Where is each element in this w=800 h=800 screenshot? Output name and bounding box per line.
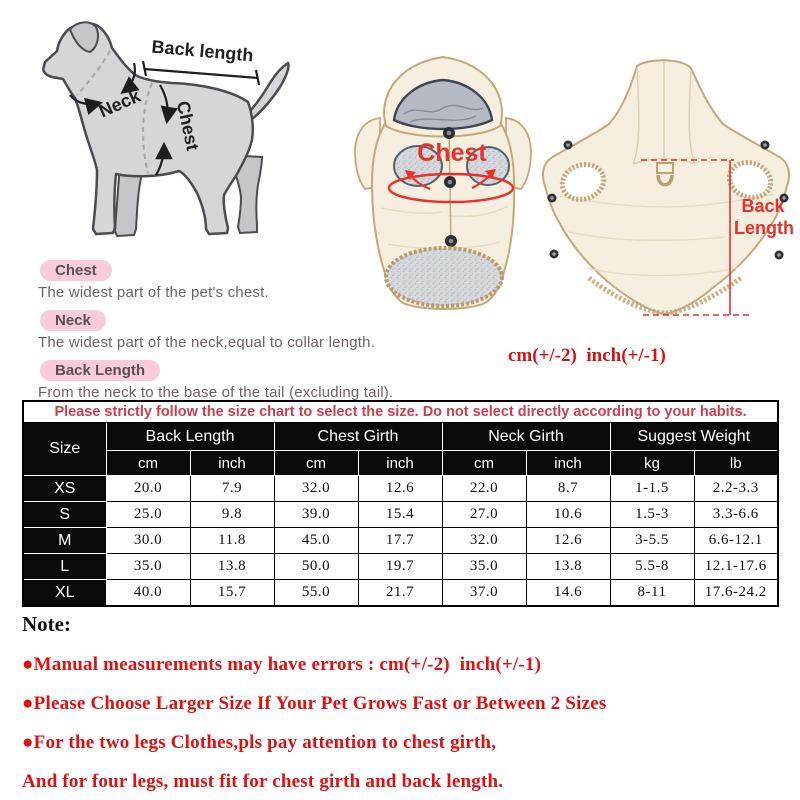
size-cell: S xyxy=(23,502,106,528)
size-column-header: Size xyxy=(23,423,106,476)
neck-girth-group-header: Neck Girth xyxy=(442,423,610,451)
table-row-s xyxy=(23,502,778,528)
table-cell: 3-5.5 xyxy=(610,528,694,554)
measurement-definitions xyxy=(38,260,468,410)
back-length-group-header: Back Length xyxy=(106,423,274,451)
table-cell: 15.7 xyxy=(190,580,274,607)
definition-chest xyxy=(38,260,468,301)
back-length-label-line1: Back xyxy=(741,196,785,216)
table-unit-header-row xyxy=(23,451,778,476)
table-cell: 12.6 xyxy=(526,528,610,554)
table-cell: 50.0 xyxy=(274,554,358,580)
chest-girth-group-header: Chest Girth xyxy=(274,423,442,451)
note-item: And for four legs, must fit for chest girth and back length. xyxy=(22,771,504,792)
table-cell: 19.7 xyxy=(358,554,442,580)
neck-definition-text: The widest part of the neck,equal to collar length. xyxy=(38,334,376,351)
table-cell: 12.1-17.6 xyxy=(694,554,778,580)
chest-term-pill: Chest xyxy=(40,260,112,281)
table-cell: 20.0 xyxy=(106,476,190,502)
back-length-label: Back length xyxy=(150,36,255,66)
table-cell: 2.2-3.3 xyxy=(694,476,778,502)
table-cell: 8-11 xyxy=(610,580,694,607)
table-cell: 15.4 xyxy=(358,502,442,528)
table-row-xl xyxy=(23,580,778,607)
table-row-m xyxy=(23,528,778,554)
table-cell: 35.0 xyxy=(442,554,526,580)
unit-header: lb xyxy=(694,451,778,476)
table-cell: 12.6 xyxy=(358,476,442,502)
table-cell: 39.0 xyxy=(274,502,358,528)
table-cell: 37.0 xyxy=(442,580,526,607)
unit-header: inch xyxy=(526,451,610,476)
note-item: ●For the two legs Clothes,pls pay attention to chest girth, xyxy=(22,732,497,753)
unit-header: kg xyxy=(610,451,694,476)
chest-label: Chest xyxy=(172,99,203,153)
table-row-l xyxy=(23,554,778,580)
unit-header: cm xyxy=(106,451,190,476)
table-cell: 13.8 xyxy=(190,554,274,580)
table-cell: 13.8 xyxy=(526,554,610,580)
back-length-term-pill: Back Length xyxy=(40,360,160,381)
table-cell: 22.0 xyxy=(442,476,526,502)
back-length-label-line2: Length xyxy=(734,218,794,238)
definition-neck xyxy=(38,310,468,351)
suggest-weight-group-header: Suggest Weight xyxy=(610,423,778,451)
table-cell: 55.0 xyxy=(274,580,358,607)
table-cell: 14.6 xyxy=(526,580,610,607)
table-cell: 8.7 xyxy=(526,476,610,502)
size-cell: M xyxy=(23,528,106,554)
table-warning-text: Please strictly follow the size chart to select the size. Do not select directly according to your habits. xyxy=(23,401,778,423)
table-cell: 21.7 xyxy=(358,580,442,607)
table-warning-row xyxy=(23,401,778,423)
table-cell: 3.3-6.6 xyxy=(694,502,778,528)
table-cell: 45.0 xyxy=(274,528,358,554)
note-item: ●Please Choose Larger Size If Your Pet Grows Fast or Between 2 Sizes xyxy=(22,693,607,714)
dog-tail xyxy=(248,63,289,119)
table-cell: 30.0 xyxy=(106,528,190,554)
dog-measurement-diagram xyxy=(10,5,320,255)
table-group-header-row xyxy=(23,423,778,451)
table-cell: 5.5-8 xyxy=(610,554,694,580)
neck-term-pill: Neck xyxy=(40,310,106,331)
table-cell: 17.7 xyxy=(358,528,442,554)
table-cell: 11.8 xyxy=(190,528,274,554)
unit-header: cm xyxy=(274,451,358,476)
table-cell: 17.6-24.2 xyxy=(694,580,778,607)
back-length-definition-text: From the neck to the base of the tail (excluding tail). xyxy=(38,384,394,401)
size-cell: L xyxy=(23,554,106,580)
tolerance-note: cm(+/-2) inch(+/-1) xyxy=(508,345,666,366)
notes-section xyxy=(22,612,782,793)
table-cell: 35.0 xyxy=(106,554,190,580)
table-cell: 27.0 xyxy=(442,502,526,528)
neck-label: Neck xyxy=(95,85,144,122)
unit-header: cm xyxy=(442,451,526,476)
table-cell: 10.6 xyxy=(526,502,610,528)
table-cell: 25.0 xyxy=(106,502,190,528)
front-chest-label: Chest xyxy=(417,139,487,167)
unit-header: inch xyxy=(190,451,274,476)
table-cell: 7.9 xyxy=(190,476,274,502)
table-cell: 6.6-12.1 xyxy=(694,528,778,554)
size-cell: XS xyxy=(23,476,106,502)
chest-definition-text: The widest part of the pet's chest. xyxy=(38,284,269,301)
note-item: ●Manual measurements may have errors : cm(+/-2) inch(+/-1) xyxy=(22,654,542,675)
table-cell: 9.8 xyxy=(190,502,274,528)
size-table xyxy=(22,400,779,607)
table-cell: 1.5-3 xyxy=(610,502,694,528)
table-cell: 32.0 xyxy=(442,528,526,554)
table-row-xs xyxy=(23,476,778,502)
table-cell: 1-1.5 xyxy=(610,476,694,502)
table-cell: 32.0 xyxy=(274,476,358,502)
notes-title: Note: xyxy=(22,612,71,636)
unit-header: inch xyxy=(358,451,442,476)
table-cell: 40.0 xyxy=(106,580,190,607)
jacket-back-view xyxy=(537,46,795,333)
definition-back-length xyxy=(38,360,468,401)
size-cell: XL xyxy=(23,580,106,607)
